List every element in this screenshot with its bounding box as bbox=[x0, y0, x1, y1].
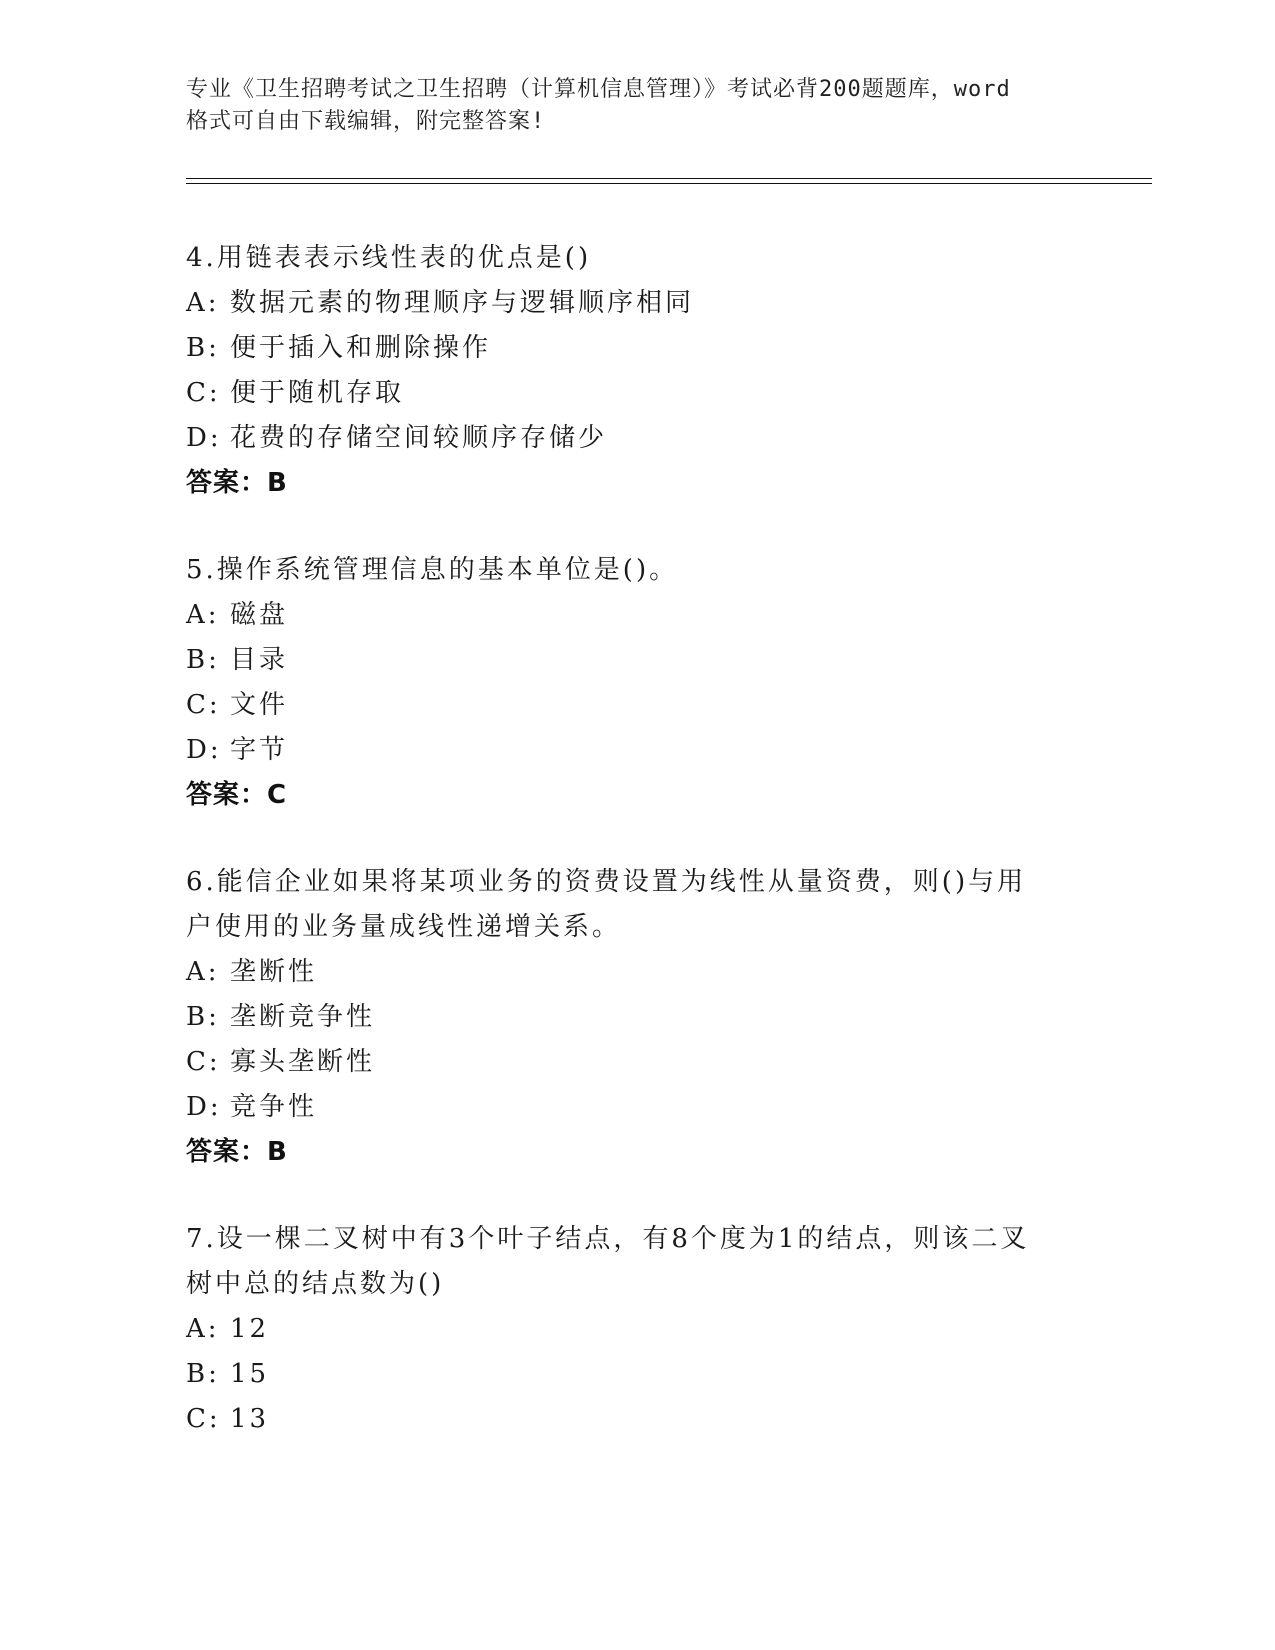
option-letter: D: bbox=[186, 1092, 222, 1122]
option-c bbox=[186, 683, 1086, 728]
option-letter: C: bbox=[186, 378, 221, 408]
option-b bbox=[186, 995, 1086, 1040]
option-c bbox=[186, 1397, 1086, 1442]
question-stem: 6.能信企业如果将某项业务的资费设置为线性从量资费，则()与用户使用的业务量成线性递增关系。 bbox=[186, 867, 1027, 942]
option-letter: C: bbox=[186, 1047, 221, 1077]
question-stem: 5.操作系统管理信息的基本单位是()。 bbox=[186, 555, 679, 585]
option-letter: A: bbox=[186, 600, 220, 630]
option-b bbox=[186, 326, 1086, 371]
option-text: 磁盘 bbox=[230, 600, 289, 630]
option-letter: B: bbox=[186, 645, 220, 675]
header-rule-top bbox=[186, 178, 1152, 179]
question-list bbox=[186, 236, 1086, 1484]
option-text: 花费的存储空间较顺序存储少 bbox=[230, 423, 608, 453]
option-a bbox=[186, 281, 1086, 326]
option-text: 文件 bbox=[230, 690, 289, 720]
option-text: 垄断竞争性 bbox=[230, 1002, 376, 1032]
option-text: 垄断性 bbox=[230, 957, 318, 987]
option-text: 便于插入和删除操作 bbox=[230, 333, 492, 363]
option-letter: D: bbox=[186, 735, 222, 765]
option-letter: A: bbox=[186, 288, 220, 318]
option-text: 竞争性 bbox=[230, 1092, 318, 1122]
option-c bbox=[186, 1040, 1086, 1085]
option-b bbox=[186, 638, 1086, 683]
option-letter: C: bbox=[186, 1404, 221, 1434]
option-d bbox=[186, 416, 1086, 461]
question-item bbox=[186, 1217, 1086, 1442]
option-text: 数据元素的物理顺序与逻辑顺序相同 bbox=[230, 288, 695, 318]
document-header bbox=[186, 74, 1086, 138]
option-letter: D: bbox=[186, 423, 222, 453]
option-letter: A: bbox=[186, 957, 220, 987]
answer-line: 答案：C bbox=[186, 780, 288, 810]
option-letter: B: bbox=[186, 333, 220, 363]
option-letter: C: bbox=[186, 690, 221, 720]
question-stem: 4.用链表表示线性表的优点是() bbox=[186, 243, 592, 273]
option-d bbox=[186, 1085, 1086, 1130]
answer-line: 答案：B bbox=[186, 1137, 288, 1167]
option-text: 目录 bbox=[230, 645, 289, 675]
option-letter: B: bbox=[186, 1002, 220, 1032]
question-item bbox=[186, 548, 1086, 818]
option-a bbox=[186, 950, 1086, 995]
option-c bbox=[186, 371, 1086, 416]
header-line-2: 格式可自由下载编辑，附完整答案! bbox=[186, 109, 546, 134]
option-d bbox=[186, 728, 1086, 773]
option-a bbox=[186, 593, 1086, 638]
question-stem: 7.设一棵二叉树中有3个叶子结点，有8个度为1的结点，则该二叉树中总的结点数为() bbox=[186, 1224, 1030, 1299]
option-b bbox=[186, 1352, 1086, 1397]
option-text: 字节 bbox=[230, 735, 289, 765]
option-letter: A: bbox=[186, 1314, 220, 1344]
option-a bbox=[186, 1307, 1086, 1352]
option-text: 13 bbox=[230, 1404, 270, 1434]
answer-line: 答案：B bbox=[186, 468, 288, 498]
option-text: 15 bbox=[230, 1359, 270, 1389]
question-item bbox=[186, 860, 1086, 1175]
option-letter: B: bbox=[186, 1359, 220, 1389]
header-line-1: 专业《卫生招聘考试之卫生招聘（计算机信息管理）》考试必背200题题库，word bbox=[186, 77, 1011, 102]
option-text: 便于随机存取 bbox=[230, 378, 405, 408]
option-text: 12 bbox=[230, 1314, 270, 1344]
option-text: 寡头垄断性 bbox=[230, 1047, 376, 1077]
header-rule-bottom bbox=[186, 183, 1152, 184]
question-item bbox=[186, 236, 1086, 506]
